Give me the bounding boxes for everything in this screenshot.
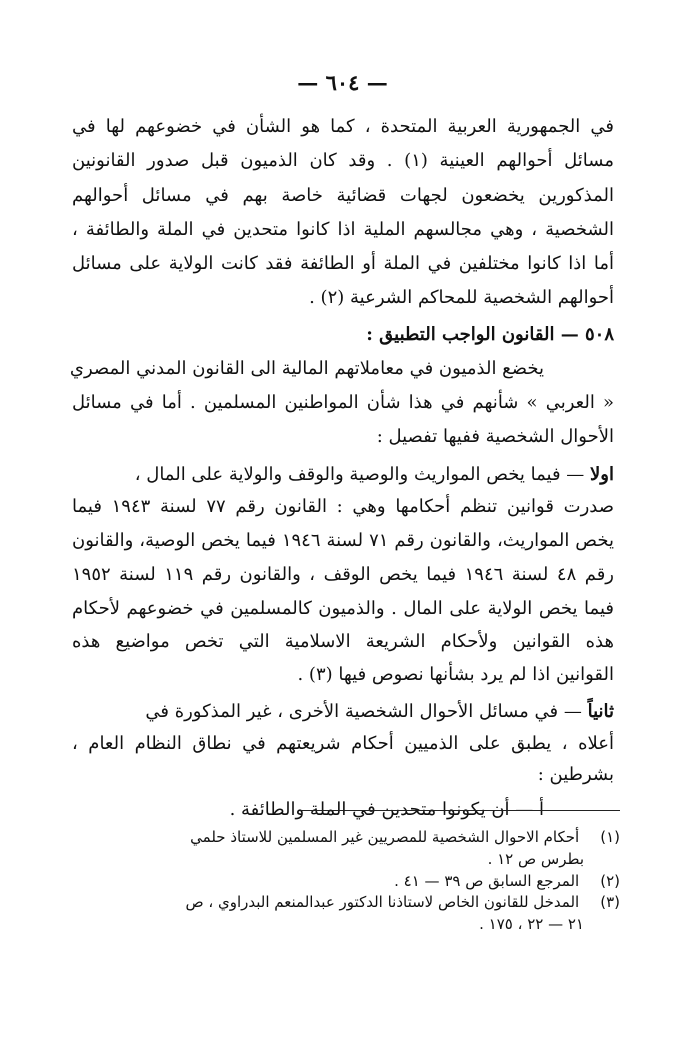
paragraph-line: أعلاه ، يطبق على الذميين أحكام شريعتهم في نطاق النظام العام ، (72, 733, 614, 754)
paragraph-line: أحوالهم الشخصية للمحاكم الشرعية (٢) . (309, 287, 614, 308)
paragraph-line: هذه القوانين ولأحكام الشريعة الاسلامية التي تخص مواضيع هذه (72, 631, 614, 652)
footnote-number: (١) (600, 828, 620, 846)
paragraph-line: صدرت قوانين تنظم أحكامها وهي : القانون رقم ٧٧ لسنة ١٩٤٣ فيما (72, 496, 615, 517)
paragraph-line: في الجمهورية العربية المتحدة ، كما هو الشأن في خضوعهم لها في (72, 116, 614, 137)
footnote-1-continuation: بطرس ص ١٢ . (487, 850, 584, 868)
paragraph-line: رقم ٤٨ لسنة ١٩٤٦ فيما يخص الوقف ، والقانون رقم ١١٩ لسنة ١٩٥٢ (72, 564, 615, 585)
paragraph-line: يخضع الذميون في معاملاتهم المالية الى القانون المدني المصري (69, 358, 544, 379)
second-point-line (72, 697, 614, 727)
footnote-text: المدخل للقانون الخاص لاستاذنا الدكتور عبدالمنعم البدراوي ، ص (185, 893, 580, 911)
paragraph-line: الشخصية ، وهي مجالسهم الملية اذا كانوا متحدين في الملة والطائفة ، (72, 219, 614, 240)
paragraph-line: الأحوال الشخصية ففيها تفصيل : (376, 426, 614, 447)
footnote-2 (72, 872, 620, 890)
section-heading: ٥٠٨ — القانون الواجب التطبيق : (366, 324, 614, 345)
paragraph-line: مسائل أحوالهم العينية (١) . وقد كان الذميون قبل صدور القانونين (72, 150, 614, 171)
footnote-separator (300, 810, 620, 811)
footnote-3 (72, 893, 620, 911)
footnote-text: أحكام الاحوال الشخصية للمصريين غير المسلمين للاستاذ حلمي (190, 828, 580, 846)
second-point-lead: ثانياً (587, 701, 614, 722)
paragraph-line: أما اذا كانوا مختلفين في الملة أو الطائفة فقد كانت الولاية على مسائل (72, 253, 614, 274)
first-point-text: — فيما يخص المواريث والوصية والوقف والولاية على المال ، (134, 464, 591, 485)
page-number: — ٦٠٤ — (297, 70, 388, 95)
footnote-3-continuation: ٢١ — ٢٢ ، ١٧٥ . (479, 915, 584, 933)
paragraph-line: القوانين اذا لم يرد بشأنها نصوص فيها (٣) . (297, 664, 614, 685)
condition-a: أ — أن يكونوا متحدين في الملة والطائفة . (229, 799, 544, 820)
paragraph-line: يخص المواريث، والقانون رقم ٧١ لسنة ١٩٤٦ فيما يخص الوصية، والقانون (72, 530, 614, 551)
paragraph-line: فيما يخص الولاية على المال . والذميون كالمسلمين في خضوعهم لأحكام (72, 598, 614, 619)
paragraph-line: المذكورين يخضعون لجهات قضائية خاصة بهم في مسائل أحوالهم (72, 185, 614, 206)
footnote-1 (72, 828, 620, 846)
paragraph-line: « العربي » شأنهم في هذا شأن المواطنين المسلمين . أما في مسائل (72, 392, 614, 413)
paragraph-line: بشرطين : (537, 764, 614, 785)
footnote-text: المرجع السابق ص ٣٩ — ٤١ . (394, 872, 580, 890)
footnote-number: (٢) (600, 872, 620, 890)
first-point-lead: اولا (590, 464, 614, 485)
footnote-number: (٣) (600, 893, 620, 911)
second-point-text: — في مسائل الأحوال الشخصية الأخرى ، غير المذكورة في (145, 701, 588, 722)
first-point-line (72, 460, 614, 490)
